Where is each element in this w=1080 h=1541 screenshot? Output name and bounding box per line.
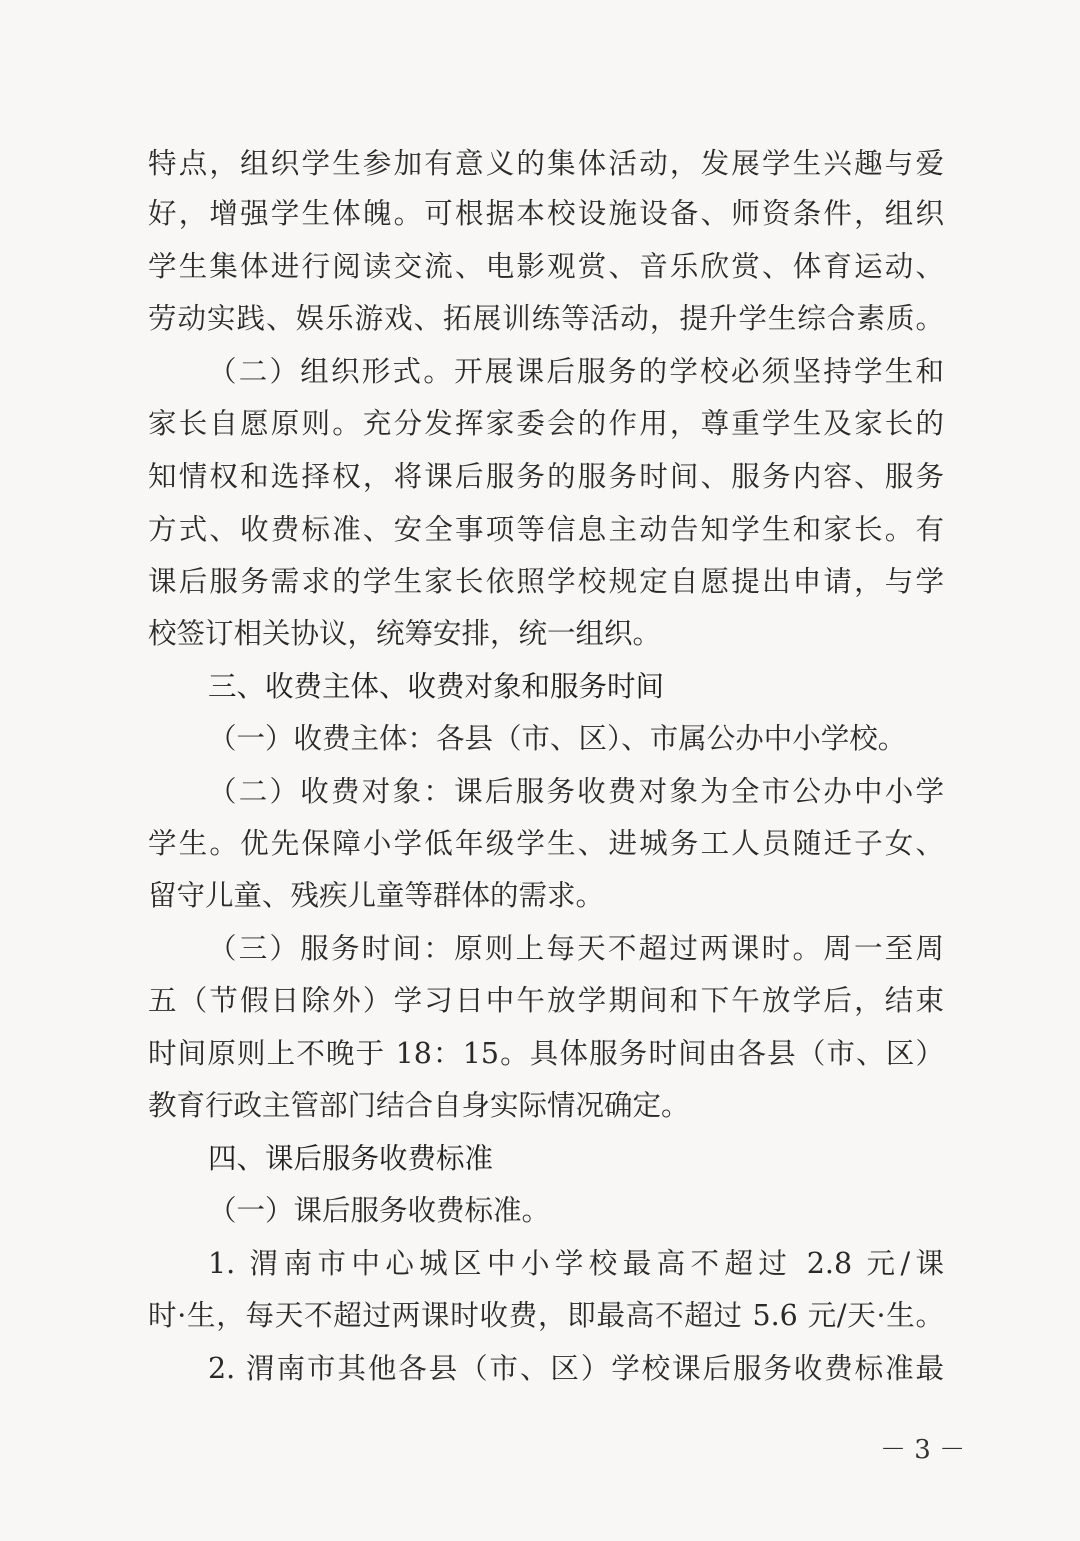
- text-line: 校签订相关协议，统筹安排，统一组织。: [148, 617, 662, 650]
- text-line: 好，增强学生体魄。可根据本校设施设备、师资条件，组织: [148, 197, 944, 230]
- text-line: （二）收费对象：课后服务收费对象为全市公办中小学: [208, 775, 944, 808]
- text-line: 时·生，每天不超过两课时收费，即最高不超过 5.6 元/天·生。: [148, 1299, 944, 1332]
- text-line: 家长自愿原则。充分发挥家委会的作用，尊重学生及家长的: [148, 407, 944, 440]
- section-heading: 四、课后服务收费标准: [208, 1142, 494, 1175]
- text-line: 五（节假日除外）学习日中午放学期间和下午放学后，结束: [148, 984, 944, 1017]
- page-number: － 3 －: [880, 1435, 966, 1465]
- section-heading: 三、收费主体、收费对象和服务时间: [208, 670, 665, 703]
- text-line: 时间原则上不晚于 18：15。具体服务时间由各县（市、区）: [148, 1037, 944, 1070]
- text-line: 教育行政主管部门结合自身实际情况确定。: [148, 1089, 690, 1122]
- text-line: 1. 渭南市中心城区中小学校最高不超过 2.8 元/课: [208, 1247, 944, 1280]
- text-line: （一）课后服务收费标准。: [208, 1194, 551, 1227]
- text-line: （二）组织形式。开展课后服务的学校必须坚持学生和: [208, 355, 944, 388]
- text-line: 留守儿童、残疾儿童等群体的需求。: [148, 879, 605, 912]
- text-line: 学生。优先保障小学低年级学生、进城务工人员随迁子女、: [148, 827, 944, 860]
- text-line: 2. 渭南市其他各县（市、区）学校课后服务收费标准最: [208, 1352, 944, 1385]
- text-line: 知情权和选择权，将课后服务的服务时间、服务内容、服务: [148, 460, 944, 493]
- text-line: 特点，组织学生参加有意义的集体活动，发展学生兴趣与爱: [148, 147, 944, 180]
- text-line: （一）收费主体：各县（市、区）、市属公办中小学校。: [208, 722, 907, 755]
- text-line: （三）服务时间：原则上每天不超过两课时。周一至周: [208, 932, 944, 965]
- text-line: 学生集体进行阅读交流、电影观赏、音乐欣赏、体育运动、: [148, 250, 944, 283]
- text-line: 劳动实践、娱乐游戏、拓展训练等活动，提升学生综合素质。: [148, 302, 944, 335]
- text-line: 课后服务需求的学生家长依照学校规定自愿提出申请，与学: [148, 565, 944, 598]
- text-line: 方式、收费标准、安全事项等信息主动告知学生和家长。有: [148, 513, 944, 546]
